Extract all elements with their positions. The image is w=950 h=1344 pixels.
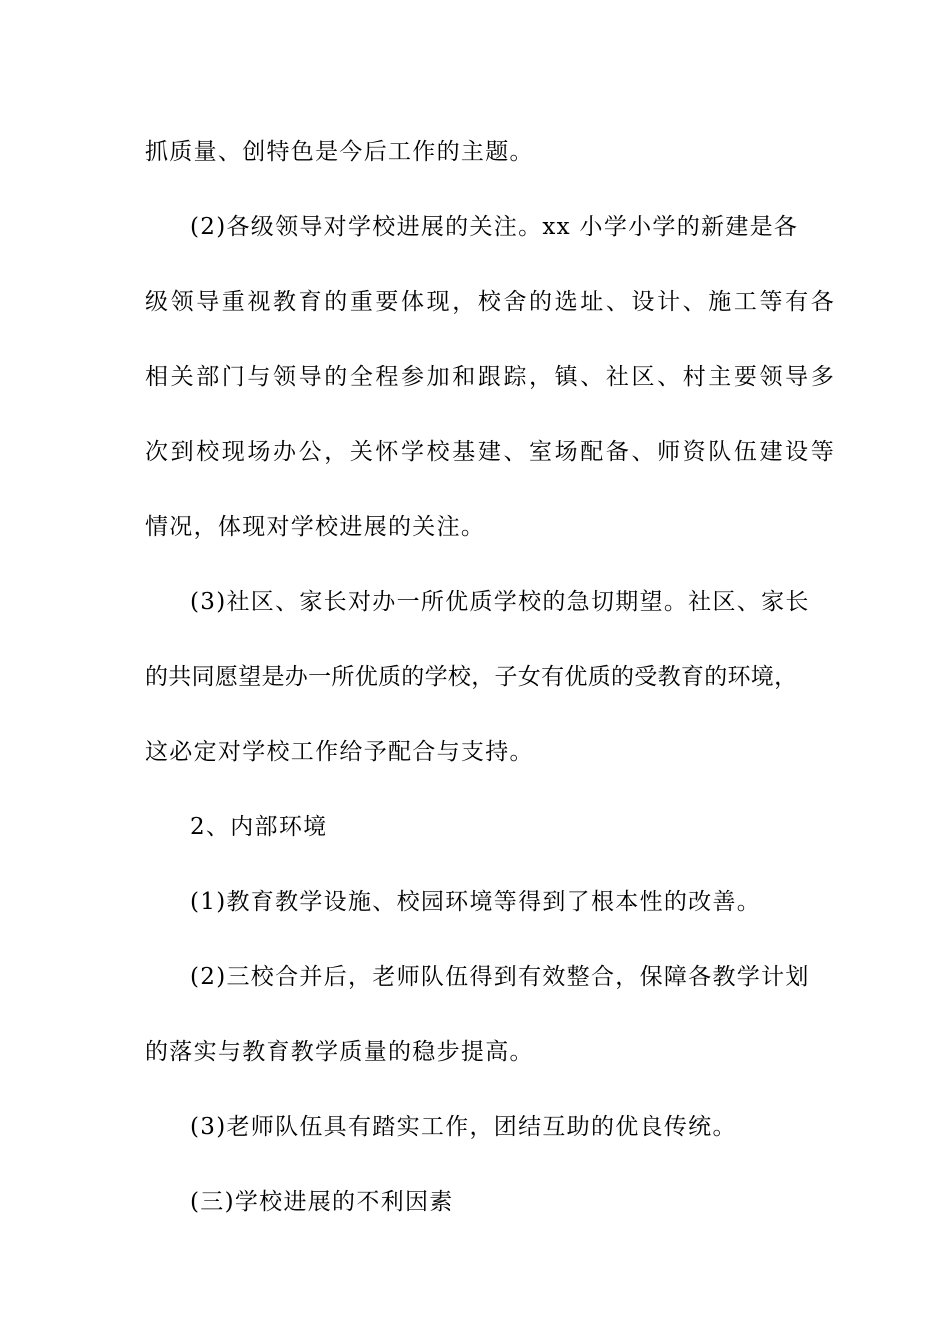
text-line: (3)社区、家长对办一所优质学校的急切期望。社区、家长 — [190, 589, 810, 615]
text-line: 的共同愿望是办一所优质的学校，子女有优质的受教育的环境， — [145, 664, 798, 690]
text-line: (3)老师队伍具有踏实工作，团结互助的优良传统。 — [190, 1114, 737, 1140]
text-line: (2)三校合并后，老师队伍得到有效整合，保障各教学计划 — [190, 964, 810, 990]
text-line: 次到校现场办公，关怀学校基建、室场配备、师资队伍建设等 — [145, 439, 835, 465]
text-line: 情况，体现对学校进展的关注。 — [145, 514, 486, 540]
text-line: 抓质量、创特色是今后工作的主题。 — [145, 139, 534, 165]
text-line: 的落实与教育教学质量的稳步提高。 — [145, 1039, 534, 1065]
text-line: 相关部门与领导的全程参加和跟踪，镇、社区、村主要领导多 — [145, 364, 835, 390]
text-line: (2)各级领导对学校进展的关注。xx 小学小学的新建是各 — [190, 214, 799, 240]
text-line: 级领导重视教育的重要体现，校舍的选址、设计、施工等有各 — [145, 289, 835, 315]
section-heading: (三)学校进展的不利因素 — [190, 1189, 454, 1215]
text-line: (1)教育教学设施、校园环境等得到了根本性的改善。 — [190, 889, 762, 915]
section-heading: 2、内部环境 — [190, 814, 328, 840]
text-line: 这必定对学校工作给予配合与支持。 — [145, 739, 534, 765]
